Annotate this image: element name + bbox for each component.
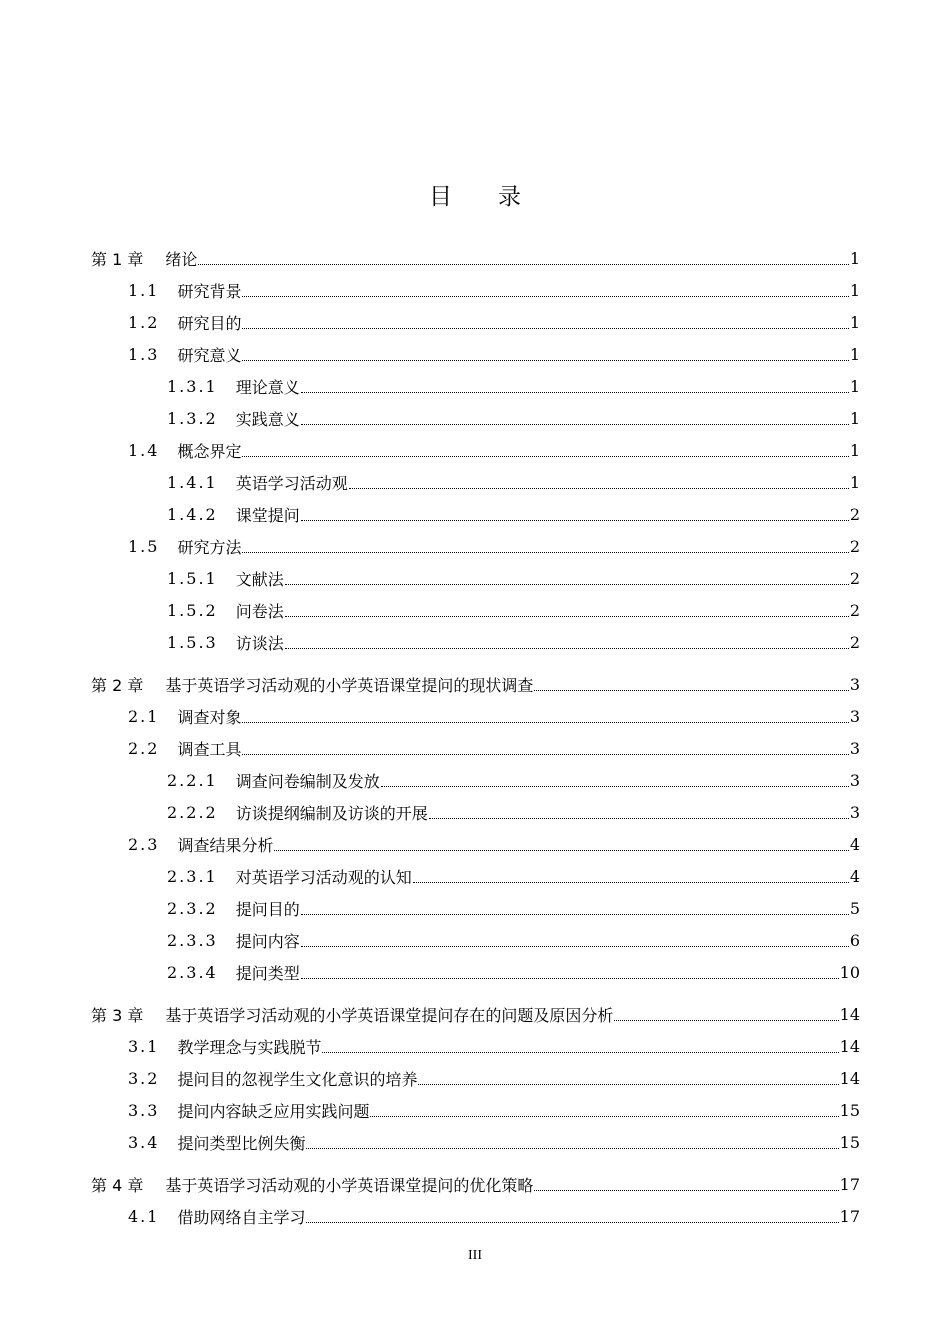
toc-entry-number: 1.3.2 xyxy=(167,408,218,428)
toc-entry-label: 调查结果分析 xyxy=(177,835,274,855)
dot-leader xyxy=(301,520,849,521)
toc-entry-number: 3.1 xyxy=(128,1036,160,1056)
dot-leader xyxy=(322,1052,838,1053)
toc-entry-label: 基于英语学习活动观的小学英语课堂提问的现状调查 xyxy=(165,675,534,695)
toc-entry-number: 2.3.2 xyxy=(167,898,218,918)
dot-leader xyxy=(301,914,849,915)
dot-leader xyxy=(413,882,849,883)
dot-leader xyxy=(301,424,849,425)
toc-entry[interactable] xyxy=(91,1168,860,1200)
toc-entry-label: 提问类型比例失衡 xyxy=(177,1133,306,1153)
toc-entry[interactable] xyxy=(91,466,860,498)
toc-title-char-1: 目 xyxy=(429,184,452,210)
toc-entry[interactable] xyxy=(91,1200,860,1232)
dot-leader xyxy=(306,1222,838,1223)
toc-entry-number: 3.4 xyxy=(128,1132,160,1152)
toc-entry[interactable] xyxy=(91,860,860,892)
toc-entry-label: 理论意义 xyxy=(235,377,300,397)
toc-entry[interactable] xyxy=(91,434,860,466)
toc-entry-page: 4 xyxy=(849,834,860,854)
toc-entry-number: 1.5.3 xyxy=(167,632,218,652)
toc-entry[interactable] xyxy=(91,998,860,1030)
toc-entry[interactable] xyxy=(91,956,860,988)
toc-entry-label: 实践意义 xyxy=(235,409,300,429)
toc-entry-number: 第 4 章 xyxy=(91,1175,144,1195)
toc-entry-label: 基于英语学习活动观的小学英语课堂提问存在的问题及原因分析 xyxy=(165,1005,614,1025)
toc-entry-label: 教学理念与实践脱节 xyxy=(177,1037,322,1057)
dot-leader xyxy=(349,488,849,489)
toc-entry-number: 2.3.4 xyxy=(167,962,218,982)
toc-entry-page: 14 xyxy=(839,1036,860,1056)
toc-entry-page: 1 xyxy=(849,472,860,492)
toc-entry-number: 1.2 xyxy=(128,312,160,332)
dot-leader xyxy=(285,584,849,585)
dot-leader xyxy=(534,690,848,691)
toc-entry-number: 1.3 xyxy=(128,344,160,364)
toc-entry-label: 访谈提纲编制及访谈的开展 xyxy=(235,803,428,823)
toc-entry-page: 15 xyxy=(839,1132,860,1152)
toc-entry-page: 1 xyxy=(849,248,860,268)
toc-entry-label: 基于英语学习活动观的小学英语课堂提问的优化策略 xyxy=(165,1175,534,1195)
toc-entry-number: 1.1 xyxy=(128,280,160,300)
toc-entry-number: 1.5.2 xyxy=(167,600,218,620)
toc-entry-label: 调查对象 xyxy=(177,707,242,727)
toc-entry-number: 1.4.2 xyxy=(167,504,218,524)
toc-entry-page: 6 xyxy=(849,930,860,950)
toc-entry-label: 提问内容 xyxy=(235,931,300,951)
toc-entry[interactable] xyxy=(91,1062,860,1094)
toc-entry-number: 第 1 章 xyxy=(91,249,144,269)
dot-leader xyxy=(285,616,849,617)
toc-entry-number: 2.2.1 xyxy=(167,770,218,790)
dot-leader xyxy=(301,946,849,947)
toc-entry-page: 1 xyxy=(849,408,860,428)
toc-title-char-2: 录 xyxy=(498,184,521,210)
toc-entry-page: 2 xyxy=(849,536,860,556)
toc-entry-label: 访谈法 xyxy=(235,633,284,653)
toc-entry[interactable] xyxy=(91,1126,860,1158)
toc-entry[interactable] xyxy=(91,764,860,796)
toc-entry[interactable] xyxy=(91,562,860,594)
toc-entry-page: 14 xyxy=(839,1068,860,1088)
toc-entry-label: 调查问卷编制及发放 xyxy=(235,771,380,791)
toc-entry[interactable] xyxy=(91,1030,860,1062)
toc-entry[interactable] xyxy=(91,402,860,434)
toc-entry-page: 10 xyxy=(839,962,860,982)
toc-entry-label: 英语学习活动观 xyxy=(235,473,348,493)
toc-entry-page: 2 xyxy=(849,504,860,524)
toc-entry[interactable] xyxy=(91,498,860,530)
toc-entry-number: 2.1 xyxy=(128,706,160,726)
toc-entry-page: 2 xyxy=(849,632,860,652)
toc-entry-label: 提问类型 xyxy=(235,963,300,983)
table-of-contents xyxy=(91,242,860,1232)
toc-entry-page: 17 xyxy=(839,1206,860,1226)
toc-entry-label: 概念界定 xyxy=(177,441,242,461)
toc-entry-label: 提问内容缺乏应用实践问题 xyxy=(177,1101,370,1121)
toc-entry-label: 研究目的 xyxy=(177,313,242,333)
toc-entry-number: 3.2 xyxy=(128,1068,160,1088)
dot-leader xyxy=(242,328,848,329)
dot-leader xyxy=(242,360,848,361)
toc-entry[interactable] xyxy=(91,828,860,860)
toc-entry-page: 3 xyxy=(849,738,860,758)
toc-entry-page: 1 xyxy=(849,280,860,300)
toc-entry-page: 15 xyxy=(839,1100,860,1120)
toc-entry-number: 1.5.1 xyxy=(167,568,218,588)
dot-leader xyxy=(242,722,848,723)
toc-entry-label: 提问目的忽视学生文化意识的培养 xyxy=(177,1069,418,1089)
dot-leader xyxy=(274,850,848,851)
toc-entry-label: 调查工具 xyxy=(177,739,242,759)
toc-entry-number: 4.1 xyxy=(128,1206,160,1226)
toc-entry[interactable] xyxy=(91,530,860,562)
toc-entry-label: 研究方法 xyxy=(177,537,242,557)
toc-entry-page: 2 xyxy=(849,568,860,588)
toc-entry-page: 3 xyxy=(849,802,860,822)
toc-entry[interactable] xyxy=(91,924,860,956)
toc-entry-page: 17 xyxy=(839,1174,860,1194)
toc-entry-number: 2.3.3 xyxy=(167,930,218,950)
toc-entry-page: 5 xyxy=(849,898,860,918)
toc-entry-page: 1 xyxy=(849,344,860,364)
toc-entry[interactable] xyxy=(91,892,860,924)
toc-entry-page: 1 xyxy=(849,376,860,396)
toc-entry-page: 3 xyxy=(849,674,860,694)
toc-entry-number: 3.3 xyxy=(128,1100,160,1120)
toc-entry[interactable] xyxy=(91,306,860,338)
toc-entry-number: 1.4.1 xyxy=(167,472,218,492)
toc-entry[interactable] xyxy=(91,594,860,626)
toc-entry[interactable] xyxy=(91,242,860,274)
dot-leader xyxy=(429,818,849,819)
toc-entry-number: 2.3 xyxy=(128,834,160,854)
toc-entry-label: 文献法 xyxy=(235,569,284,589)
toc-entry-number: 1.4 xyxy=(128,440,160,460)
dot-leader xyxy=(614,1020,838,1021)
toc-entry-page: 1 xyxy=(849,440,860,460)
toc-entry[interactable] xyxy=(91,274,860,306)
dot-leader xyxy=(370,1116,838,1117)
toc-entry[interactable] xyxy=(91,338,860,370)
dot-leader xyxy=(301,392,849,393)
dot-leader xyxy=(418,1084,838,1085)
page-number: III xyxy=(468,1248,482,1263)
toc-entry[interactable] xyxy=(91,1094,860,1126)
dot-leader xyxy=(381,786,849,787)
toc-entry-label: 对英语学习活动观的认知 xyxy=(235,867,412,887)
dot-leader xyxy=(534,1190,838,1191)
toc-entry-number: 1.5 xyxy=(128,536,160,556)
toc-entry[interactable] xyxy=(91,370,860,402)
toc-entry-number: 第 3 章 xyxy=(91,1005,144,1025)
toc-entry-label: 问卷法 xyxy=(235,601,284,621)
toc-entry-label: 绪论 xyxy=(165,249,198,269)
toc-entry[interactable] xyxy=(91,626,860,658)
toc-entry-page: 3 xyxy=(849,770,860,790)
dot-leader xyxy=(242,552,848,553)
dot-leader xyxy=(242,296,848,297)
toc-entry-page: 14 xyxy=(839,1004,860,1024)
toc-entry-number: 2.2 xyxy=(128,738,160,758)
toc-entry[interactable] xyxy=(91,700,860,732)
toc-title xyxy=(0,178,950,211)
toc-entry-label: 借助网络自主学习 xyxy=(177,1207,306,1227)
toc-entry-page: 2 xyxy=(849,600,860,620)
toc-entry-number: 2.3.1 xyxy=(167,866,218,886)
toc-entry-number: 2.2.2 xyxy=(167,802,218,822)
dot-leader xyxy=(301,978,839,979)
toc-entry-number: 1.3.1 xyxy=(167,376,218,396)
dot-leader xyxy=(198,264,848,265)
dot-leader xyxy=(242,754,848,755)
toc-entry[interactable] xyxy=(91,732,860,764)
toc-entry-label: 研究背景 xyxy=(177,281,242,301)
toc-entry-page: 3 xyxy=(849,706,860,726)
toc-entry-label: 研究意义 xyxy=(177,345,242,365)
toc-entry[interactable] xyxy=(91,796,860,828)
toc-entry[interactable] xyxy=(91,668,860,700)
toc-entry-page: 4 xyxy=(849,866,860,886)
toc-entry-number: 第 2 章 xyxy=(91,675,144,695)
toc-entry-label: 课堂提问 xyxy=(235,505,300,525)
toc-entry-label: 提问目的 xyxy=(235,899,300,919)
dot-leader xyxy=(285,648,849,649)
dot-leader xyxy=(306,1148,838,1149)
toc-entry-page: 1 xyxy=(849,312,860,332)
dot-leader xyxy=(242,456,848,457)
